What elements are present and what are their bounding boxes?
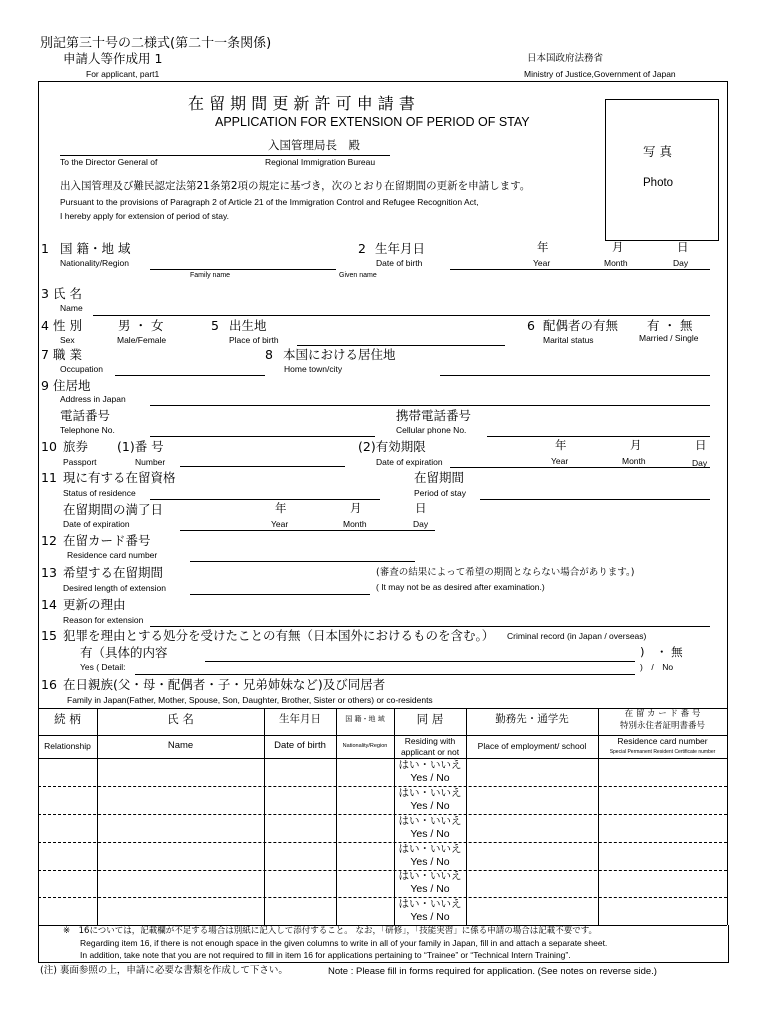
expiry-year-en: Year <box>271 519 289 529</box>
col-dob-en: Date of birth <box>274 740 326 751</box>
passport-number-label-jp: (1)番 号 <box>117 439 164 454</box>
cell-field[interactable] <box>487 436 710 437</box>
expiration-label-jp: (2)有効期限 <box>358 439 426 454</box>
note-16-jp: ※ 16については，記載欄が不足する場合は別紙に記入して添付すること。 なお，「研修」，「技能実習」に係る申請の場合は記載不要です。 <box>63 926 598 936</box>
dob-label-jp: 生年月日 <box>375 241 426 256</box>
nationality-field[interactable] <box>150 269 336 270</box>
applicant-part-en: For applicant, part1 <box>86 69 160 79</box>
table-col-line <box>727 708 728 925</box>
expiry-day-jp: 日 <box>415 501 427 515</box>
expiration-field[interactable] <box>450 467 710 468</box>
table-col-line <box>336 708 337 925</box>
desired-label-jp: 希望する在留期間 <box>63 565 164 580</box>
name-field[interactable] <box>93 315 710 316</box>
photo-label-en: Photo <box>643 177 674 189</box>
dob-year-en: Year <box>533 258 551 268</box>
reason-label-en: Reason for extension <box>63 615 144 625</box>
status-label-jp: 現に有する在留資格 <box>63 470 176 485</box>
sex-label-en: Sex <box>60 335 75 345</box>
residing-option-en: Yes / No <box>410 828 450 840</box>
status-label-en: Status of residence <box>63 488 136 498</box>
applicant-part-jp: 申請人等作成用 1 <box>63 51 163 66</box>
item-14-num: 14 <box>41 597 57 612</box>
frame-left <box>38 81 39 709</box>
crime-label-jp: 犯罪を理由とする処分を受けたことの有無（日本国外におけるものを含む。） <box>63 628 495 643</box>
col-relationship-en: Relationship <box>44 741 91 751</box>
form-title-jp: 在 留 期 間 更 新 許 可 申 請 書 <box>188 94 415 113</box>
intro-en-2: I hereby apply for extension of period of stay. <box>60 211 229 221</box>
crime-no-jp[interactable]: ) ・ 無 <box>640 645 683 659</box>
expiration-label-en: Date of expiration <box>376 457 443 467</box>
hometown-label-en: Home town/city <box>284 364 343 374</box>
residing-option-jp[interactable]: はい・いいえ <box>398 898 462 910</box>
col-dob-jp: 生年月日 <box>279 713 321 725</box>
desired-note-en: ( It may not be as desired after examination.) <box>376 582 545 592</box>
table-col-line <box>466 708 467 925</box>
item-4-num: 4 <box>41 318 49 333</box>
crime-yes-detail-jp: 有（具体的内容 <box>80 645 168 660</box>
director-en: To the Director General of <box>60 157 158 167</box>
expiry-label-jp: 在留期間の満了日 <box>63 502 164 517</box>
exp-year-en: Year <box>551 456 569 466</box>
item-15-num: 15 <box>41 628 57 643</box>
ministry-en: Ministry of Justice,Government of Japan <box>524 69 676 79</box>
period-field[interactable] <box>480 499 710 500</box>
bureau-jp: 入国管理局長 殿 <box>268 138 360 152</box>
photo-box[interactable] <box>605 99 719 241</box>
col-nationality-en: Nationality/Region <box>342 743 388 749</box>
exp-month-en: Month <box>622 456 646 466</box>
col-residing-en-2: applicant or not <box>400 747 460 757</box>
residing-option-en: Yes / No <box>410 772 450 784</box>
occupation-label-en: Occupation <box>60 364 103 374</box>
passport-label-jp: 旅券 <box>63 439 89 454</box>
footer-note-jp: (注) 裏面参照の上，申請に必要な書類を作成して下さい。 <box>40 965 288 976</box>
dob-year-jp: 年 <box>537 240 549 254</box>
given-name-label: Given name <box>339 272 377 279</box>
residing-option-jp[interactable]: はい・いいえ <box>398 815 462 827</box>
address-field[interactable] <box>150 405 710 406</box>
passport-number-field[interactable] <box>180 466 345 467</box>
item-5-num: 5 <box>211 318 219 333</box>
exp-day-en: Day <box>692 458 708 468</box>
item-13-num: 13 <box>41 565 57 580</box>
exp-month-jp: 月 <box>630 438 642 452</box>
dob-day-en: Day <box>673 258 689 268</box>
col-card-jp: 在 留 カ ー ド 番 号 <box>624 709 701 719</box>
residing-option-jp[interactable]: はい・いいえ <box>398 870 462 882</box>
family-name-label: Family name <box>190 272 231 279</box>
item-11-num: 11 <box>41 470 57 485</box>
dob-day-jp: 日 <box>677 240 689 254</box>
period-label-jp: 在留期間 <box>414 470 465 485</box>
form-title-en: APPLICATION FOR EXTENSION OF PERIOD OF STAY <box>215 115 530 129</box>
dob-label-en: Date of birth <box>376 258 423 268</box>
col-nationality-jp: 国 籍・地 域 <box>345 715 385 723</box>
exp-day-jp: 日 <box>695 438 707 452</box>
item-16-num: 16 <box>41 677 57 692</box>
item-9-num: 9 <box>41 378 49 393</box>
cell-label-en: Cellular phone No. <box>396 425 467 435</box>
telephone-field[interactable] <box>150 436 375 437</box>
passport-label-en: Passport <box>63 457 97 467</box>
sex-options-jp[interactable]: 男 ・ 女 <box>118 318 164 333</box>
telephone-label-en: Telephone No. <box>60 425 115 435</box>
expiry-month-en: Month <box>343 519 367 529</box>
spouse-options-jp[interactable]: 有 ・ 無 <box>647 318 693 333</box>
appendix-label: 別記第三十号の二様式(第二十一条関係) <box>40 36 272 51</box>
col-name-jp: 氏 名 <box>167 712 194 726</box>
expiry-month-jp: 月 <box>350 501 362 515</box>
spouse-label-jp: 配偶者の有無 <box>543 318 619 333</box>
photo-label-jp: 写 真 <box>643 144 672 159</box>
residing-option-en: Yes / No <box>410 911 450 923</box>
bureau-line <box>60 155 390 156</box>
col-residing-jp: 同 居 <box>416 712 444 726</box>
item-8-num: 8 <box>265 347 273 362</box>
dob-field[interactable] <box>450 269 710 270</box>
residing-option-en: Yes / No <box>410 856 450 868</box>
passport-number-label-en: Number <box>135 457 166 467</box>
sex-options-en: Male/Female <box>117 335 167 345</box>
nationality-label-jp: 国 籍・地 域 <box>60 241 131 256</box>
desired-label-en: Desired length of extension <box>63 583 167 593</box>
row-divider <box>38 870 727 871</box>
col-special-cert-jp: 特別永住者証明書番号 <box>619 721 705 731</box>
residing-option-jp[interactable]: はい・いいえ <box>398 787 462 799</box>
ministry-jp: 日本国政府法務省 <box>527 53 604 64</box>
residing-option-en: Yes / No <box>410 800 450 812</box>
col-relationship-jp: 続 柄 <box>54 712 81 726</box>
item-6-num: 6 <box>527 318 535 333</box>
col-name-en: Name <box>167 740 194 751</box>
expiry-field[interactable] <box>180 530 435 531</box>
pob-field[interactable] <box>297 345 505 346</box>
frame-right <box>727 81 728 709</box>
pob-label-jp: 出生地 <box>229 318 267 333</box>
crime-detail-field[interactable] <box>205 661 635 662</box>
cell-label-jp: 携帯電話番号 <box>396 408 472 423</box>
intro-en-1: Pursuant to the provisions of Paragraph 2 of Article 21 of the Immigration Control and Refugee Recognition Act, <box>60 197 479 207</box>
frame-top <box>38 81 727 82</box>
item-12-num: 12 <box>41 533 57 548</box>
crime-label-en: Criminal record (in Japan / overseas) <box>507 631 647 641</box>
table-header-bottom <box>38 758 727 759</box>
telephone-label-jp: 電話番号 <box>60 408 111 423</box>
marital-label-en: Marital status <box>543 335 594 345</box>
card-label-jp: 在留カード番号 <box>63 533 151 548</box>
col-residing-en-1: Residing with <box>404 736 456 746</box>
marital-options-en: Married / Single <box>639 333 699 343</box>
card-label-en: Residence card number <box>67 550 158 560</box>
address-label-en: Address in Japan <box>60 394 126 404</box>
card-field[interactable] <box>190 561 415 562</box>
table-top-line <box>38 708 727 709</box>
note-16-en-2: In addition, take note that you are not required to fill in item 16 for applications pertaining to “Trainee” or “Technical Intern Training”. <box>80 950 571 960</box>
expiry-day-en: Day <box>413 519 429 529</box>
item-3-num: 3 <box>41 286 49 301</box>
family-label-en: Family in Japan(Father, Mother, Spouse, Son, Daughter, Brother, Sister or others) or co-residents <box>67 695 433 705</box>
residing-option-en: Yes / No <box>410 883 450 895</box>
expiry-year-jp: 年 <box>275 501 287 515</box>
bureau-en: Regional Immigration Bureau <box>265 157 376 167</box>
status-field[interactable] <box>150 499 380 500</box>
row-divider <box>38 786 727 787</box>
exp-year-jp: 年 <box>555 438 567 452</box>
item-7-num: 7 <box>41 347 49 362</box>
intro-jp: 出入国管理及び難民認定法第21条第2項の規定に基づき，次のとおり在留期間の更新を申請します。 <box>60 180 531 192</box>
reason-field[interactable] <box>150 626 710 627</box>
pob-label-en: Place of birth <box>229 335 279 345</box>
address-label-jp: 住居地 <box>53 378 91 393</box>
nationality-label-en: Nationality/Region <box>60 258 129 268</box>
note-16-en-1: Regarding item 16, if there is not enough space in the given columns to write in all of your family in Japan, fill in and attach a separate sheet. <box>80 938 608 948</box>
occupation-label-jp: 職 業 <box>53 347 82 362</box>
desired-field[interactable] <box>190 594 370 595</box>
row-divider <box>38 897 727 898</box>
name-label-en: Name <box>60 303 83 313</box>
row-divider <box>38 842 727 843</box>
dob-month-en: Month <box>604 258 628 268</box>
expiry-label-en: Date of expiration <box>63 519 130 529</box>
hometown-field[interactable] <box>440 375 710 376</box>
dob-month-jp: 月 <box>612 240 624 254</box>
desired-note-jp: (審査の結果によって希望の期間とならない場合があります。) <box>376 567 635 578</box>
col-special-cert-en: Special Permanent Resident Certificate number <box>609 749 716 755</box>
name-label-jp: 氏 名 <box>53 286 82 301</box>
residing-option-jp[interactable]: はい・いいえ <box>398 759 462 771</box>
item-1-num: 1 <box>41 241 49 256</box>
hometown-label-jp: 本国における居住地 <box>283 347 396 362</box>
footer-note-en: Note : Please fill in forms required for application. (See notes on reverse side.) <box>328 966 657 977</box>
table-col-line <box>38 708 39 925</box>
row-divider <box>38 814 727 815</box>
col-employment-jp: 勤務先・通学先 <box>495 713 569 725</box>
occupation-field[interactable] <box>115 375 265 376</box>
family-label-jp: 在日親族(父・母・配偶者・子・兄弟姉妹など)及び同居者 <box>63 677 386 692</box>
col-card-en: Residence card number <box>617 736 708 746</box>
residing-option-jp[interactable]: はい・いいえ <box>398 843 462 855</box>
item-10-num: 10 <box>41 439 57 454</box>
period-label-en: Period of stay <box>414 488 466 498</box>
reason-label-jp: 更新の理由 <box>63 597 126 612</box>
item-2-num: 2 <box>358 241 366 256</box>
crime-yes-detail-en: Yes ( Detail: <box>80 662 126 672</box>
crime-no-en: ) / No <box>640 662 674 672</box>
crime-detail-field-2[interactable] <box>135 674 635 675</box>
sex-label-jp: 性 別 <box>53 318 82 333</box>
col-employment-en: Place of employment/ school <box>477 741 587 751</box>
